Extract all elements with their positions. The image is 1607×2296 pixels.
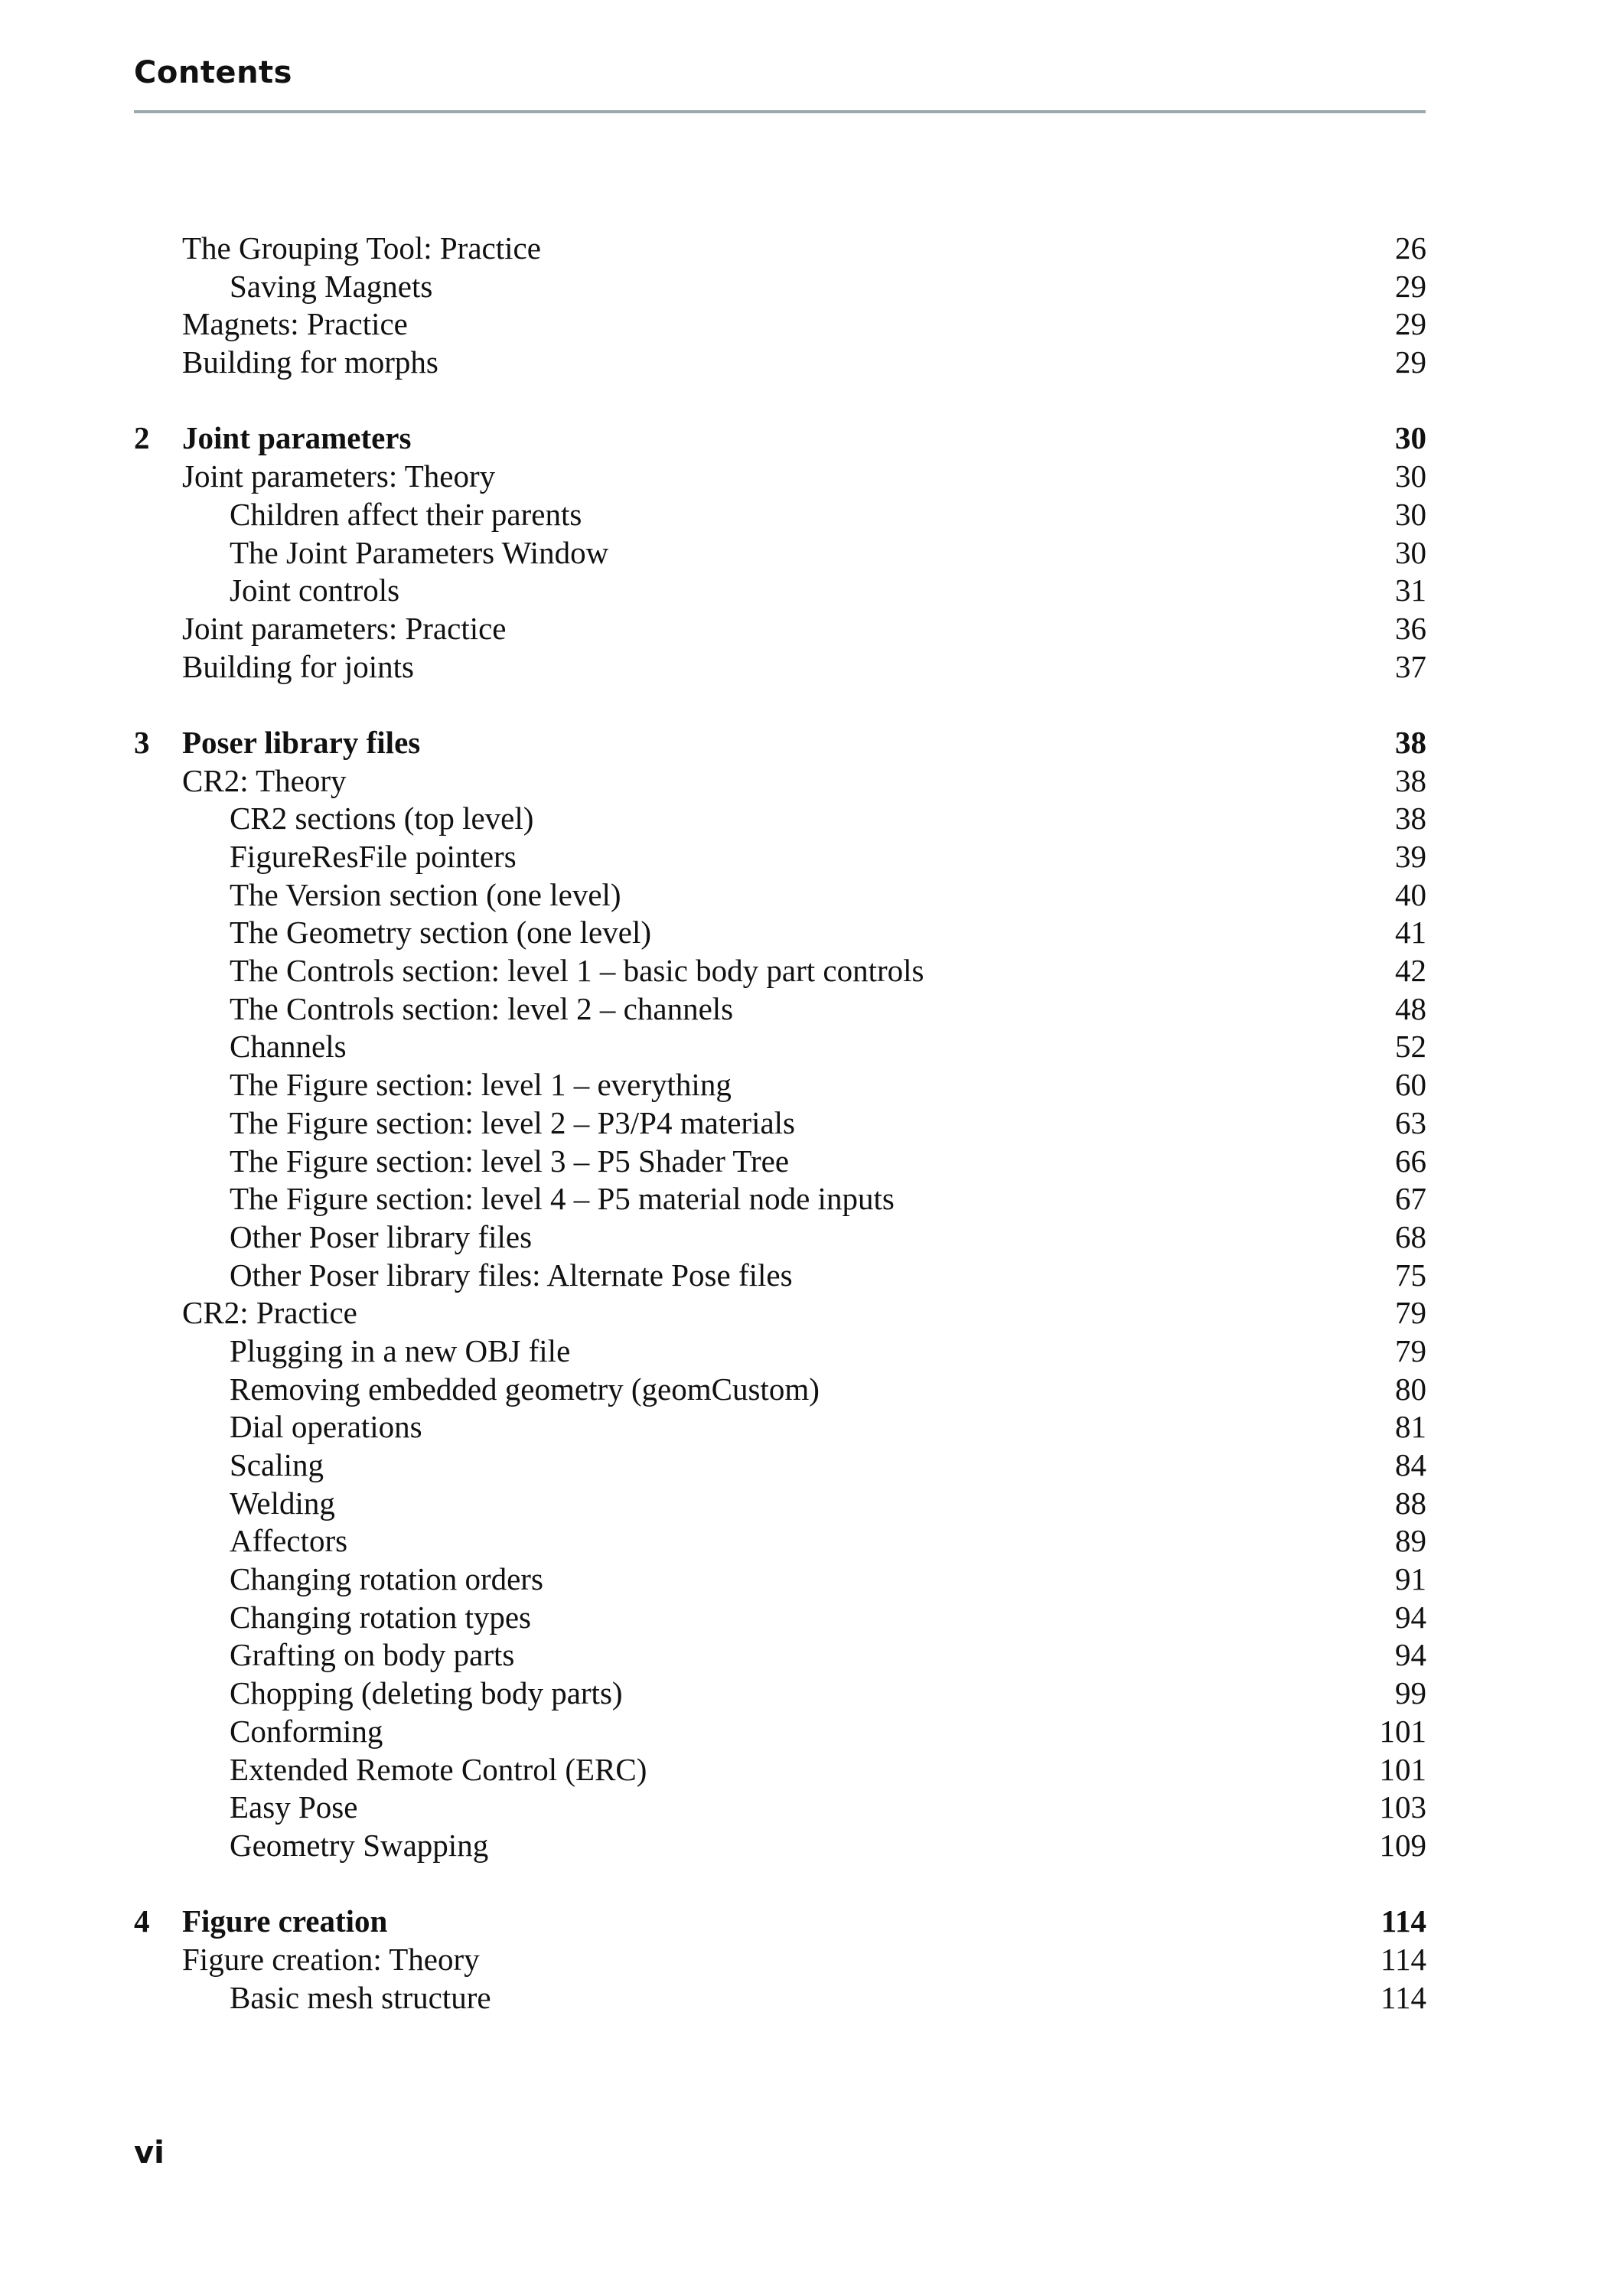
toc-chapter-row xyxy=(0,1903,1607,1941)
toc-page-number: 30 xyxy=(1395,458,1426,494)
toc-entry-title: Welding xyxy=(230,1485,335,1521)
toc-page-number: 94 xyxy=(1395,1637,1426,1673)
toc-entry-title: Poser library files xyxy=(182,724,421,760)
toc-entry-title: Scaling xyxy=(230,1447,324,1482)
toc-page-number: 36 xyxy=(1395,610,1426,646)
toc-page-number: 68 xyxy=(1395,1218,1426,1254)
toc-page-number: 63 xyxy=(1395,1104,1426,1140)
toc-subsection-row xyxy=(0,1827,1607,1865)
toc-page-number: 38 xyxy=(1395,724,1426,760)
toc-page-number: 40 xyxy=(1395,876,1426,912)
toc-subsection-row xyxy=(0,1789,1607,1827)
toc-page-number: 38 xyxy=(1395,801,1426,837)
toc-page-number: 91 xyxy=(1395,1561,1426,1597)
toc-subsection-row xyxy=(0,1713,1607,1751)
toc-entry-title: Affectors xyxy=(230,1523,348,1559)
toc-entry-title: The Grouping Tool: Practice xyxy=(182,230,541,266)
toc-subsection-row xyxy=(0,1143,1607,1181)
toc-entry-title: FigureResFile pointers xyxy=(230,839,517,874)
toc-entry-title: Basic mesh structure xyxy=(230,1979,491,2015)
toc-entry-title: Joint parameters: Practice xyxy=(182,610,507,646)
toc-subsection-row xyxy=(0,1446,1607,1485)
toc-entry-title: The Joint Parameters Window xyxy=(230,534,609,570)
chapter-number: 4 xyxy=(134,1903,150,1939)
chapter-number: 2 xyxy=(134,420,150,456)
toc-section-row xyxy=(0,230,1607,268)
toc-entry-title: The Version section (one level) xyxy=(230,876,621,912)
toc-subsection-row xyxy=(0,1257,1607,1295)
toc-page-number: 26 xyxy=(1395,230,1426,266)
toc-subsection-row xyxy=(0,914,1607,952)
toc-page-number: 79 xyxy=(1395,1295,1426,1331)
toc-subsection-row xyxy=(0,1485,1607,1523)
toc-entry-title: Figure creation xyxy=(182,1903,388,1939)
toc-page-number: 42 xyxy=(1395,953,1426,989)
running-head-title: Contents xyxy=(134,55,292,90)
toc-page-number: 52 xyxy=(1395,1029,1426,1065)
toc-entry-title: The Figure section: level 1 – everything xyxy=(230,1067,732,1103)
toc-entry-title: Geometry Swapping xyxy=(230,1827,489,1863)
toc-entry-title: Other Poser library files xyxy=(230,1218,533,1254)
toc-page-number: 30 xyxy=(1395,420,1426,456)
toc-subsection-row xyxy=(0,1751,1607,1789)
toc-section-row xyxy=(0,458,1607,496)
table-of-contents xyxy=(0,230,1607,2017)
toc-section-row xyxy=(0,1941,1607,1979)
toc-page-number: 84 xyxy=(1395,1447,1426,1482)
toc-section-row xyxy=(0,648,1607,687)
toc-entry-title: Plugging in a new OBJ file xyxy=(230,1332,571,1368)
toc-chapter-row xyxy=(0,724,1607,762)
toc-entry-title: CR2 sections (top level) xyxy=(230,801,534,837)
toc-page-number: 29 xyxy=(1395,268,1426,304)
toc-page-number: 99 xyxy=(1395,1675,1426,1711)
toc-page-number: 66 xyxy=(1395,1143,1426,1179)
toc-entry-title: Figure creation: Theory xyxy=(182,1941,480,1977)
toc-entry-title: Changing rotation orders xyxy=(230,1561,543,1597)
toc-subsection-row xyxy=(0,1371,1607,1409)
toc-entry-title: Removing embedded geometry (geomCustom) xyxy=(230,1371,820,1407)
toc-page-number: 114 xyxy=(1380,1941,1426,1977)
toc-subsection-row xyxy=(0,1979,1607,2017)
toc-entry-title: Building for morphs xyxy=(182,344,438,380)
toc-entry-title: The Figure section: level 4 – P5 material node inputs xyxy=(230,1181,895,1217)
toc-entry-title: Joint parameters xyxy=(182,420,412,456)
toc-entry-title: Saving Magnets xyxy=(230,268,433,304)
toc-entry-title: The Figure section: level 3 – P5 Shader Tree xyxy=(230,1143,790,1179)
toc-page-number: 41 xyxy=(1395,915,1426,951)
toc-entry-title: The Controls section: level 1 – basic body part controls xyxy=(230,953,924,989)
toc-subsection-row xyxy=(0,1332,1607,1371)
toc-entry-title: Other Poser library files: Alternate Pose files xyxy=(230,1257,793,1293)
toc-subsection-row xyxy=(0,838,1607,876)
toc-subsection-row xyxy=(0,1522,1607,1561)
toc-page-number: 80 xyxy=(1395,1371,1426,1407)
toc-subsection-row xyxy=(0,800,1607,838)
toc-page-number: 30 xyxy=(1395,496,1426,532)
toc-subsection-row xyxy=(0,1218,1607,1257)
toc-subsection-row xyxy=(0,268,1607,306)
toc-subsection-row xyxy=(0,496,1607,534)
toc-subsection-row xyxy=(0,1028,1607,1066)
toc-subsection-row xyxy=(0,1561,1607,1599)
header-rule xyxy=(134,110,1426,113)
toc-subsection-row xyxy=(0,952,1607,990)
toc-entry-title: CR2: Theory xyxy=(182,762,347,798)
toc-page-number: 88 xyxy=(1395,1485,1426,1521)
toc-entry-title: Children affect their parents xyxy=(230,496,582,532)
toc-entry-title: Grafting on body parts xyxy=(230,1637,515,1673)
toc-entry-title: Dial operations xyxy=(230,1409,422,1445)
toc-page-number: 109 xyxy=(1379,1827,1426,1863)
toc-entry-title: Building for joints xyxy=(182,648,414,684)
toc-entry-title: The Controls section: level 2 – channels xyxy=(230,990,734,1026)
toc-subsection-row xyxy=(0,1066,1607,1104)
toc-page-number: 103 xyxy=(1379,1789,1426,1825)
toc-page-number: 39 xyxy=(1395,839,1426,874)
toc-entry-title: Channels xyxy=(230,1029,347,1065)
toc-page-number: 81 xyxy=(1395,1409,1426,1445)
toc-subsection-row xyxy=(0,1599,1607,1637)
toc-page-number: 101 xyxy=(1379,1751,1426,1787)
toc-page-number: 79 xyxy=(1395,1332,1426,1368)
toc-page-number: 37 xyxy=(1395,648,1426,684)
toc-page-number: 38 xyxy=(1395,762,1426,798)
toc-subsection-row xyxy=(0,1636,1607,1675)
toc-page-number: 31 xyxy=(1395,572,1426,608)
toc-subsection-row xyxy=(0,1104,1607,1143)
toc-entry-title: Joint controls xyxy=(230,572,400,608)
toc-page-number: 101 xyxy=(1379,1713,1426,1749)
toc-chapter-row xyxy=(0,419,1607,458)
page-number-folio: vi xyxy=(134,2135,165,2170)
toc-entry-title: The Figure section: level 2 – P3/P4 materials xyxy=(230,1104,796,1140)
toc-subsection-row xyxy=(0,534,1607,572)
toc-subsection-row xyxy=(0,876,1607,915)
toc-entry-title: Chopping (deleting body parts) xyxy=(230,1675,623,1711)
toc-subsection-row xyxy=(0,1180,1607,1218)
toc-page-number: 114 xyxy=(1380,1903,1426,1939)
toc-subsection-row xyxy=(0,572,1607,610)
toc-section-row xyxy=(0,610,1607,648)
toc-entry-title: Easy Pose xyxy=(230,1789,358,1825)
toc-subsection-row xyxy=(0,1675,1607,1713)
toc-subsection-row xyxy=(0,1408,1607,1446)
toc-section-row xyxy=(0,762,1607,801)
toc-page-number: 75 xyxy=(1395,1257,1426,1293)
toc-page-number: 89 xyxy=(1395,1523,1426,1559)
toc-page-number: 48 xyxy=(1395,990,1426,1026)
toc-page-number: 114 xyxy=(1380,1979,1426,2015)
toc-entry-title: Joint parameters: Theory xyxy=(182,458,496,494)
toc-entry-title: The Geometry section (one level) xyxy=(230,915,651,951)
toc-page-number: 94 xyxy=(1395,1599,1426,1635)
toc-entry-title: Changing rotation types xyxy=(230,1599,532,1635)
chapter-number: 3 xyxy=(134,724,150,760)
toc-section-row xyxy=(0,344,1607,382)
toc-subsection-row xyxy=(0,990,1607,1029)
toc-page-number: 67 xyxy=(1395,1181,1426,1217)
toc-page-number: 30 xyxy=(1395,534,1426,570)
toc-page-number: 60 xyxy=(1395,1067,1426,1103)
toc-section-row xyxy=(0,305,1607,344)
toc-entry-title: Conforming xyxy=(230,1713,383,1749)
toc-entry-title: Magnets: Practice xyxy=(182,306,408,342)
toc-entry-title: CR2: Practice xyxy=(182,1295,357,1331)
toc-page-number: 29 xyxy=(1395,306,1426,342)
toc-entry-title: Extended Remote Control (ERC) xyxy=(230,1751,647,1787)
toc-section-row xyxy=(0,1294,1607,1332)
toc-page-number: 29 xyxy=(1395,344,1426,380)
